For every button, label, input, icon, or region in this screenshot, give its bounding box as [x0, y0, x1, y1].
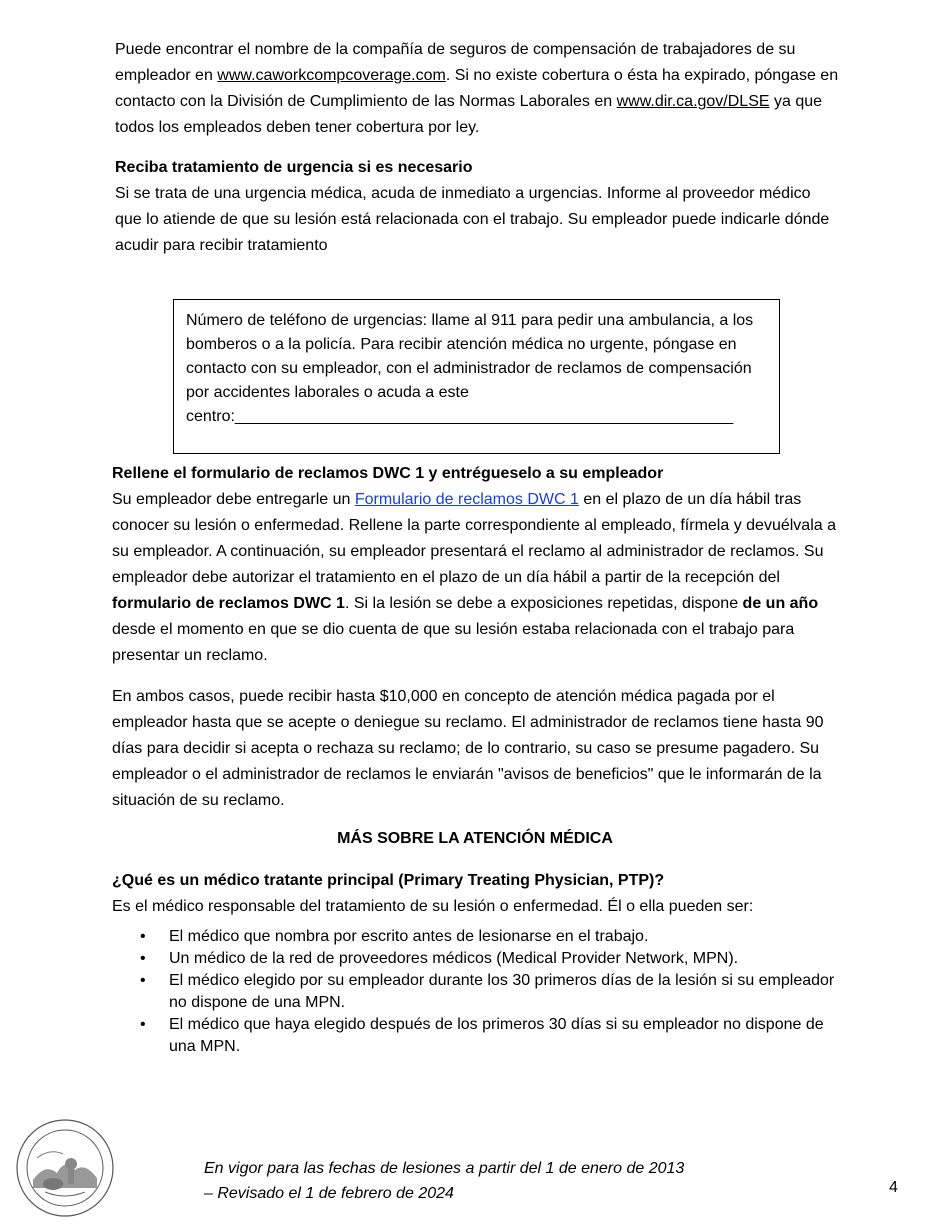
section-title: MÁS SOBRE LA ATENCIÓN MÉDICA — [337, 830, 613, 847]
page-number: 4 — [889, 1179, 898, 1196]
list-item-text: Un médico de la red de proveedores médicos (Medical Provider Network, MPN). — [169, 950, 739, 967]
both-cases-paragraph: En ambos casos, puede recibir hasta $10,000 en concepto de atención médica pagada por el empleador hasta que se acepte o deniegue su reclamo. El administrador de reclamos tiene hasta 90 días para decidir si acepta o rechaza su reclamo; de lo contrario, su caso se presume pagadero. Su empleador o el administrador de reclamos le enviarán "avisos de beneficios" que le informarán de la situación de su reclamo. — [112, 688, 824, 809]
intro-paragraph — [115, 37, 845, 141]
claim-bold-form: formulario de reclamos DWC 1 — [112, 595, 345, 612]
ptp-bullet-list — [140, 926, 840, 1058]
list-item — [140, 970, 840, 1014]
claim-paragraph — [112, 487, 847, 669]
claim-text-4: desde el momento en que se dio cuenta de que su lesión estaba relacionada con el trabajo para presentar un reclamo. — [112, 621, 795, 664]
footer-note — [204, 1156, 684, 1206]
claim-text-2: en el plazo de un día hábil tras conocer su lesión o enfermedad. Rellene la parte correspondiente al empleado, fírmela y devuélvala a su empleador. A continuación, su empleador presentará el reclamo al administrador de reclamos. Su empleador debe autorizar el tratamiento en el plazo de un día hábil a partir de la recepción del — [112, 491, 836, 586]
california-seal-icon — [15, 1118, 115, 1218]
intro-text-2: . Si no existe cobertura o ésta ha expirado, póngase en contacto con la División de Cumplimiento de las Normas Laborales en — [115, 67, 839, 110]
urgency-heading: Reciba tratamiento de urgencia si es necesario — [115, 159, 473, 176]
list-item — [140, 1014, 840, 1058]
list-item-text: El médico elegido por su empleador durante los 30 primeros días de la lesión si su empleador no dispone de una MPN. — [169, 972, 835, 1011]
list-item-text: El médico que haya elegido después de los primeros 30 días si su empleador no dispone de una MPN. — [169, 1016, 824, 1055]
urgency-body: Si se trata de una urgencia médica, acuda de inmediato a urgencias. Informe al proveedor médico que lo atiende de que su lesión está relacionada con el trabajo. Su empleador puede indicarle dónde acudir para recibir tratamiento — [115, 185, 830, 254]
dlse-link[interactable]: www.dir.ca.gov/DLSE — [616, 93, 770, 110]
intro-text-1: Puede encontrar el nombre de la compañía de seguros de compensación de trabajadores de su empleador en — [115, 41, 796, 84]
claim-bold-year: de un año — [742, 595, 819, 612]
bullet-icon: • — [140, 928, 146, 945]
intro-text-3: ya que todos los empleados deben tener cobertura por ley. — [115, 93, 823, 136]
claim-text-1: Su empleador debe entregarle un — [112, 491, 355, 508]
ptp-body: Es el médico responsable del tratamiento de su lesión o enfermedad. Él o ella pueden ser: — [112, 898, 754, 915]
caworkcompcoverage-link[interactable]: www.caworkcompcoverage.com — [217, 67, 446, 84]
ptp-heading: ¿Qué es un médico tratante principal (Primary Treating Physician, PTP)? — [112, 872, 665, 889]
list-item-text: El médico que nombra por escrito antes de lesionarse en el trabajo. — [169, 928, 649, 945]
emergency-info-text: Número de teléfono de urgencias: llame al 911 para pedir una ambulancia, a los bomberos o a la policía. Para recibir atención médica no urgente, póngase en contacto con su empleador, con el administrador de reclamos de compensación por accidentes laborales o acuda a este centro:________________________________________________________ — [186, 312, 754, 425]
list-item — [140, 926, 840, 948]
footer-line-1: En vigor para las fechas de lesiones a partir del 1 de enero de 2013 — [204, 1160, 685, 1177]
list-item — [140, 948, 840, 970]
dwc1-form-link[interactable]: Formulario de reclamos DWC 1 — [354, 491, 579, 508]
claim-heading: Rellene el formulario de reclamos DWC 1 y entrégueselo a su empleador — [112, 465, 664, 482]
bullet-icon: • — [140, 972, 146, 989]
claim-text-3: . Si la lesión se debe a exposiciones repetidas, dispone — [344, 595, 743, 612]
bullet-icon: • — [140, 1016, 146, 1033]
footer-line-2: – Revisado el 1 de febrero de 2024 — [204, 1185, 454, 1202]
bullet-icon: • — [140, 950, 146, 967]
